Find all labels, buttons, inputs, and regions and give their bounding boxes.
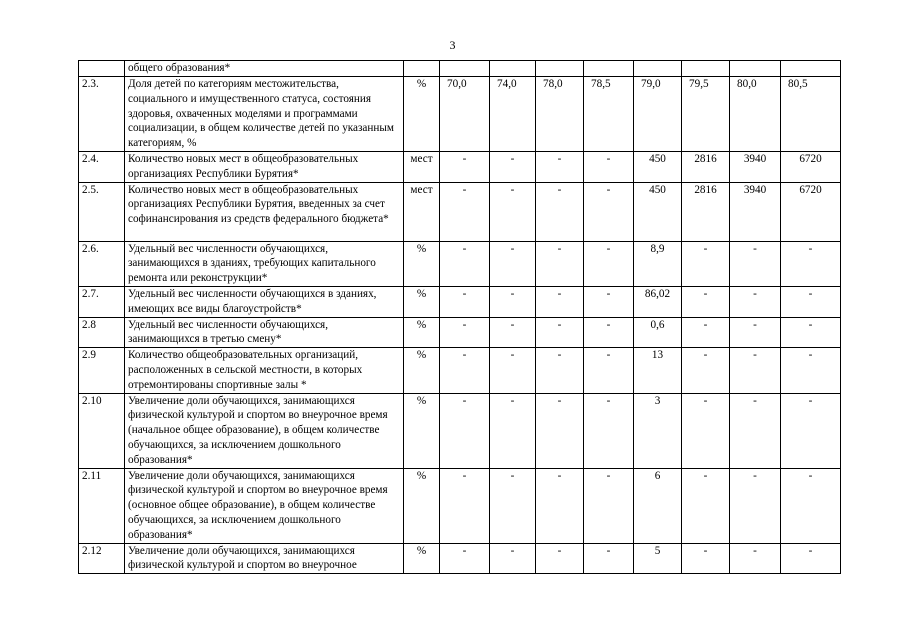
value-cell: - — [490, 151, 536, 182]
value-cell — [584, 61, 634, 77]
value-cell: - — [536, 317, 584, 348]
value-cell: - — [536, 151, 584, 182]
value-cell — [781, 61, 841, 77]
value-cell: 6720 — [781, 151, 841, 182]
value-cell: - — [490, 348, 536, 393]
value-cell: - — [584, 348, 634, 393]
value-cell: 450 — [634, 182, 682, 241]
value-cell: - — [584, 468, 634, 543]
value-cell: - — [440, 468, 490, 543]
unit-cell: % — [404, 543, 440, 574]
value-cell: - — [682, 241, 730, 286]
unit-cell: мест — [404, 182, 440, 241]
value-cell: - — [584, 393, 634, 468]
unit-cell: % — [404, 393, 440, 468]
value-cell: 2816 — [682, 182, 730, 241]
value-cell: - — [781, 393, 841, 468]
value-cell: 3 — [634, 393, 682, 468]
value-cell: - — [730, 543, 781, 574]
value-cell: 6720 — [781, 182, 841, 241]
value-cell: - — [730, 241, 781, 286]
value-cell: - — [730, 348, 781, 393]
value-cell: - — [682, 317, 730, 348]
row-number: 2.3. — [79, 77, 125, 152]
value-cell: 5 — [634, 543, 682, 574]
unit-cell: мест — [404, 151, 440, 182]
value-cell: 2816 — [682, 151, 730, 182]
value-cell: 70,0 — [440, 77, 490, 152]
value-cell: - — [730, 468, 781, 543]
value-cell: - — [781, 241, 841, 286]
value-cell: - — [440, 182, 490, 241]
table-row — [79, 241, 841, 286]
value-cell: - — [781, 468, 841, 543]
value-cell: 3940 — [730, 151, 781, 182]
value-cell: 79,5 — [682, 77, 730, 152]
value-cell: 86,02 — [634, 286, 682, 317]
table-row — [79, 543, 841, 574]
value-cell: - — [682, 393, 730, 468]
value-cell: - — [536, 182, 584, 241]
value-cell: - — [584, 151, 634, 182]
value-cell: - — [490, 241, 536, 286]
value-cell: - — [490, 317, 536, 348]
indicators-table — [78, 60, 841, 574]
indicator-name: Удельный вес численности обучающихся, занимающихся в зданиях, требующих капитального ремонта или реконструкции* — [125, 241, 404, 286]
value-cell: - — [584, 182, 634, 241]
unit-cell: % — [404, 241, 440, 286]
value-cell — [730, 61, 781, 77]
indicator-name: Количество новых мест в общеобразовательных организациях Республики Бурятия, введенных за счет софинансирования из средств федерального бюджета* — [125, 182, 404, 241]
unit-cell: % — [404, 286, 440, 317]
value-cell — [440, 61, 490, 77]
indicator-name: Увеличение доли обучающихся, занимающихся физической культурой и спортом во внеурочное время (основное общее образование), в общем количестве обучающихся, за исключением дошкольного образования* — [125, 468, 404, 543]
value-cell: - — [536, 286, 584, 317]
value-cell: - — [536, 348, 584, 393]
value-cell: 74,0 — [490, 77, 536, 152]
value-cell: 8,9 — [634, 241, 682, 286]
value-cell: 6 — [634, 468, 682, 543]
value-cell: - — [440, 151, 490, 182]
row-number: 2.4. — [79, 151, 125, 182]
value-cell: - — [584, 543, 634, 574]
value-cell: - — [490, 286, 536, 317]
value-cell: - — [682, 468, 730, 543]
value-cell: 78,0 — [536, 77, 584, 152]
table-row — [79, 348, 841, 393]
indicator-name: Доля детей по категориям местожительства, социального и имущественного статуса, состояния здоровья, охваченных моделями и программами социализации, в общем количестве детей по указанным категориям, % — [125, 77, 404, 152]
row-number: 2.9 — [79, 348, 125, 393]
row-number: 2.11 — [79, 468, 125, 543]
indicator-name: Удельный вес численности обучающихся в зданиях, имеющих все виды благоустройств* — [125, 286, 404, 317]
value-cell: - — [536, 468, 584, 543]
value-cell: - — [440, 241, 490, 286]
table-row — [79, 317, 841, 348]
value-cell: - — [682, 348, 730, 393]
value-cell: - — [536, 543, 584, 574]
value-cell: - — [440, 348, 490, 393]
value-cell: - — [440, 286, 490, 317]
value-cell: - — [781, 317, 841, 348]
value-cell — [490, 61, 536, 77]
value-cell: - — [682, 543, 730, 574]
table-row — [79, 61, 841, 77]
value-cell: 78,5 — [584, 77, 634, 152]
value-cell: - — [490, 393, 536, 468]
value-cell — [634, 61, 682, 77]
unit-cell: % — [404, 468, 440, 543]
value-cell: - — [730, 286, 781, 317]
unit-cell: % — [404, 77, 440, 152]
unit-cell: % — [404, 317, 440, 348]
unit-cell: % — [404, 348, 440, 393]
row-number: 2.6. — [79, 241, 125, 286]
indicator-name: Увеличение доли обучающихся, занимающихся физической культурой и спортом во внеурочное — [125, 543, 404, 574]
table-row — [79, 468, 841, 543]
indicator-name: Количество общеобразовательных организаций, расположенных в сельской местности, в которых отремонтированы спортивные залы * — [125, 348, 404, 393]
value-cell: 450 — [634, 151, 682, 182]
row-number: 2.5. — [79, 182, 125, 241]
value-cell: - — [490, 543, 536, 574]
value-cell: - — [440, 317, 490, 348]
table-row — [79, 182, 841, 241]
value-cell: - — [490, 182, 536, 241]
value-cell: 80,5 — [781, 77, 841, 152]
row-number: 2.10 — [79, 393, 125, 468]
value-cell — [682, 61, 730, 77]
value-cell: - — [490, 468, 536, 543]
value-cell: - — [536, 393, 584, 468]
page-number: 3 — [449, 38, 456, 52]
table-row — [79, 151, 841, 182]
value-cell: - — [730, 393, 781, 468]
table-row — [79, 77, 841, 152]
value-cell: - — [781, 286, 841, 317]
value-cell: - — [440, 393, 490, 468]
row-number: 2.8 — [79, 317, 125, 348]
value-cell: 13 — [634, 348, 682, 393]
indicator-name: Удельный вес численности обучающихся, занимающихся в третью смену* — [125, 317, 404, 348]
unit-cell — [404, 61, 440, 77]
table-row — [79, 286, 841, 317]
value-cell: 79,0 — [634, 77, 682, 152]
table-row — [79, 393, 841, 468]
row-number: 2.12 — [79, 543, 125, 574]
value-cell: - — [781, 348, 841, 393]
row-number — [79, 61, 125, 77]
indicator-name: общего образования* — [125, 61, 404, 77]
indicator-name: Количество новых мест в общеобразовательных организациях Республики Бурятия* — [125, 151, 404, 182]
indicator-name: Увеличение доли обучающихся, занимающихся физической культурой и спортом во внеурочное время (начальное общее образование), в общем количестве обучающихся, за исключением дошкольного образования* — [125, 393, 404, 468]
value-cell: 0,6 — [634, 317, 682, 348]
value-cell: 80,0 — [730, 77, 781, 152]
value-cell: - — [584, 286, 634, 317]
value-cell: 3940 — [730, 182, 781, 241]
value-cell — [536, 61, 584, 77]
value-cell: - — [781, 543, 841, 574]
value-cell: - — [730, 317, 781, 348]
value-cell: - — [584, 241, 634, 286]
value-cell: - — [536, 241, 584, 286]
value-cell: - — [440, 543, 490, 574]
row-number: 2.7. — [79, 286, 125, 317]
value-cell: - — [682, 286, 730, 317]
value-cell: - — [584, 317, 634, 348]
